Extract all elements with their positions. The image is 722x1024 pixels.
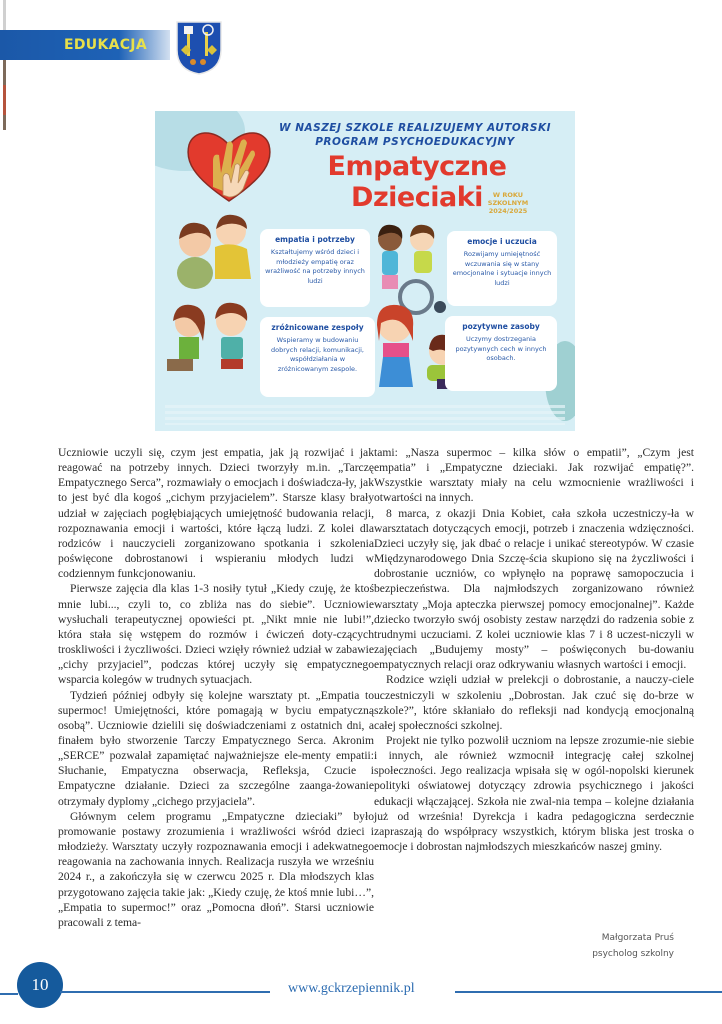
article-paragraph: Pierwsze zajęcia dla klas 1-3 nosiły tytuł „Kiedy czuję, że ktoś mnie lubi..., czyli to, co zbliża nas do siebie”. Uczniowie wysłuchali terapeutycznej opowieści pt. „Nikt mnie nie lubi!”, która stała się wstępem do rozmów i ćwiczeń doty-czących troskliwości i życzliwości. Dzieci wzięły również udział w zabawie „cichy przyjaciel”, podczas której uczyły się empatycznego wsparcia kolegów w trudnych sytuacjach. — [58, 582, 374, 687]
poster-title: Empatyczne Dzieciaki — [327, 151, 507, 213]
poster-card-emotions — [447, 231, 557, 306]
card-title: emocje i uczucia — [467, 237, 537, 246]
poster-card-resources — [445, 316, 557, 391]
children-comforting-illustration — [167, 211, 262, 291]
card-text: Wspieramy w budowaniu dobrych relacji, komunikacji, współdziałania w zróżnicowanym zespole. — [271, 336, 364, 373]
heart-hands-icon — [183, 125, 275, 205]
article-column-left — [58, 445, 374, 930]
page-number-badge — [17, 962, 63, 1008]
poster-headline-line: PROGRAM PSYCHOEDUKACYJNY — [315, 136, 515, 148]
website-link[interactable]: www.gckrzepiennik.pl — [288, 981, 415, 996]
poster-year-label: W ROKU SZKOLNYM — [487, 191, 529, 207]
author-role: psycholog szkolny — [592, 949, 674, 959]
section-label: EDUKACJA — [64, 37, 147, 53]
program-poster — [155, 111, 575, 431]
card-text: Uczymy dostrzegania pozytywnych cech w innych osobach. — [455, 335, 547, 362]
poster-headline — [265, 121, 565, 149]
article-paragraph: Projekt nie tylko pozwolił uczniom na lepsze zrozumie-nie siebie i innych, ale również wzmocnił integrację całej szkolnej społeczności. Jego realizacja wpisała się w ogól-nopolski kierunek polityki oświatowej dotyczący zdrowia psychicznego i jakości edukacji włączającej. Szkoła nie zwal-nia tempa – kolejne działania już od września! Dyrekcja i kadra pedagogiczna serdecznie zapraszają do współpracy wszystkich, którym bliska jest troska o emocje i dobrostan najmłodszych mieszkańców naszej gminy. — [374, 733, 694, 854]
footer-divider — [455, 991, 722, 993]
article-paragraph: tami: „Nasza supermoc – kilka słów o empatii”, „Czym jest empatia” i „Empatyczne dzieciaki. Jak rozwijać empatię?”. Wszystkie warsztaty miały na celu wzmocnienie wrażliwości i otwartości na innych. — [374, 446, 694, 505]
poster-footnote — [165, 405, 565, 425]
card-text: Rozwijamy umiejętność wczuwania się w stany emocjonalne i sytuacje innych ludzi — [452, 250, 552, 287]
card-text: Kształtujemy wśród dzieci i młodzieży empatię oraz wrażliwość na potrzeby innych ludzi — [265, 248, 365, 285]
article-paragraph: Tydzień później odbyły się kolejne warsztaty pt. „Empatia to supermoc! Umiejętności, które pomagają w byciu empatyczną osobą”. Uczniowie dzielili się doświadczeniami z ostatnich dni, a finałem było stworzenie Tarczy Empatycznego Serca. Akronim „SERCE” pozwalał zapamiętać najważniejsze ele-menty empatii: Słuchanie, Empatyczna obserwacja, Refleksja, Czucie i Empatyczne działanie. Dzieci za szczególne zaanga-żowanie otrzymały dyplomy „cichego przyjaciela”. — [58, 688, 374, 808]
author-signature — [592, 930, 674, 962]
poster-year-value: 2024/2025 — [488, 207, 528, 215]
footer-divider — [60, 991, 270, 993]
card-title: empatia i potrzeby — [275, 235, 355, 244]
article-column-right — [374, 445, 694, 854]
poster-headline-line: W NASZEJ SZKOLE REALIZUJEMY AUTORSKI — [278, 122, 551, 134]
section-banner — [0, 30, 170, 60]
footer-divider — [0, 993, 18, 995]
article-paragraph: Uczniowie uczyli się, czym jest empatia, jak ją rozwijać i jak reagować na potrzeby innych. Dzieci tworzyły m.in. „Tarczę Empatycznego Serca”, rozmawiały o emocjach i doświadcza-ły, jak to jest być dla kogoś „cichym przyjacielem”. Starsze klasy brały udział w zajęciach pogłębiających umiejętność budowania relacji, rozpoznawania emocji i wartości, które łączą ludzi. Z kolei dla rodziców i nauczycieli zorganizowano spotkania i szkolenia poświęcone dobrostanowi i wspieraniu młodych ludzi w codziennym funkcjonowaniu. — [58, 446, 374, 581]
poster-card-teams — [260, 317, 375, 397]
card-title: pozytywne zasoby — [462, 322, 540, 331]
poster-card-empathy — [260, 229, 370, 307]
card-title: zróżnicowane zespoły — [271, 323, 364, 332]
children-sad-friend-illustration — [163, 297, 263, 392]
author-name: Małgorzata Pruś — [601, 933, 674, 943]
page-edge-mark — [3, 85, 6, 115]
article-paragraph: 8 marca, z okazji Dnia Kobiet, cała szkoła uczestniczy-ła w warsztatach dotyczących emocji, potrzeb i znaczenia wdzięczności. Dzieci uczyły się, jak dbać o relacje i unikać stereotypów. W czasie Międzynarodowego Dnia Szczę-ścia skupiono się na życzliwości i dobrostanie uczniów, co wpłynęło na poprawę samopoczucia i bezpieczeństwa. Dla najmłodszych zorganizowano również warsztaty „Moja apteczka pierwszej pomocy emocjonalnej”. Każde dziecko tworzyło swój osobisty zestaw narzędzi do radzenia sobie z trudnymi uczuciami. Z kolei uczniowie klas 7 i 8 uczest-niczyli w zajęciach „Budujemy mosty” – poświęconych bu-dowaniu empatycznych relacji oraz odkrywaniu własnych wartości i emocji. — [374, 506, 694, 672]
coat-of-arms-icon — [175, 20, 223, 76]
page-number: 10 — [31, 975, 49, 994]
article-paragraph: Rodzice wzięli udział w prelekcji o dobrostanie, a nauczy-ciele uczestniczyli w szkoleniu „Dobrostan. Jak czuć się do-brze w szkole?”, które skłaniało do refleksji nad kondycją emocjonalną całej społeczności szkolnej. — [374, 673, 694, 732]
article-paragraph: Głównym celem programu „Empatyczne dzieciaki” było promowanie postawy zrozumienia i wrażliwości wśród dzieci i młodzieży. Warsztaty uczyły rozpoznawania emocji i adekwatnego reagowania na zachowania innych. Realizacja ruszyła we wrześniu 2024 r., a zakończyła się w czerwcu 2025 r. Dla młodszych klas przygotowano zajęcia takie jak: „Kiedy czuję, że ktoś mnie lubi…”, „Empatia to supermoc!” oraz „Pomocna dłoń”. Starsi uczniowie pracowali z tema- — [58, 809, 374, 929]
poster-school-year — [473, 191, 543, 215]
